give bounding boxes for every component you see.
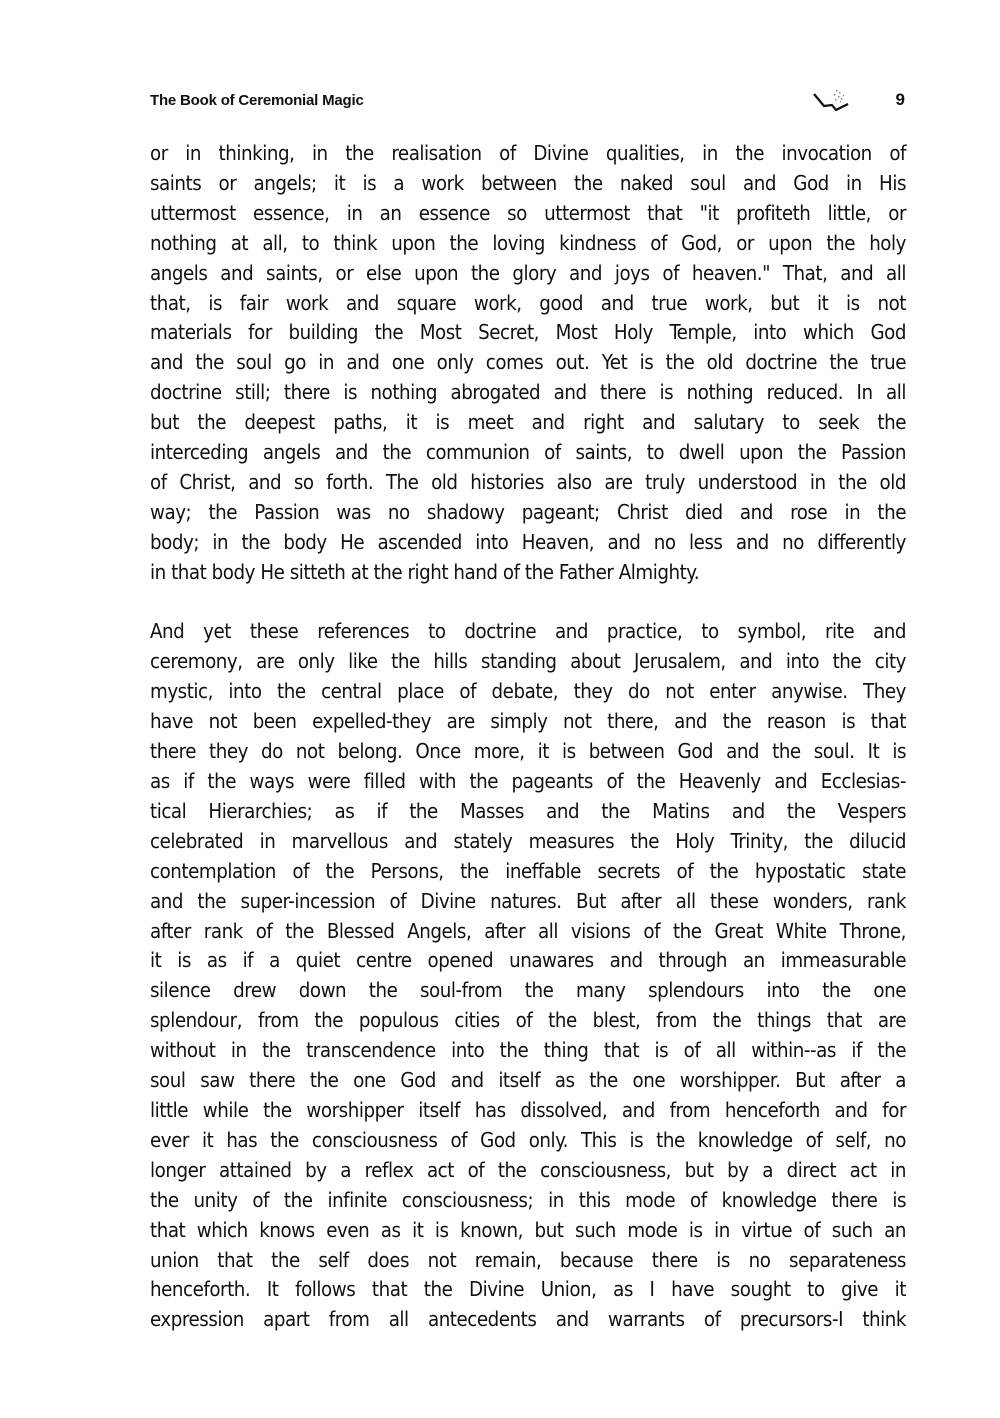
text-line: celebrated in marvellous and stately measures the Holy Trinity, the dilucid <box>150 828 906 853</box>
text-line: way; the Passion was no shadowy pageant; Christ died and rose in the <box>150 499 906 524</box>
body-text <box>150 139 906 1335</box>
text-line: that, is fair work and square work, good and true work, but it is not <box>150 290 906 315</box>
text-line: union that the self does not remain, because there is no separateness <box>150 1247 906 1272</box>
page-number: 9 <box>895 90 905 109</box>
text-line: expression apart from all antecedents and warrants of precursors-I think <box>150 1307 906 1332</box>
text-line: angels and saints, or else upon the glory and joys of heaven." That, and all <box>150 260 906 285</box>
paragraph-1 <box>150 139 906 588</box>
text-line: henceforth. It follows that the Divine Union, as I have sought to give it <box>150 1277 906 1302</box>
text-line: as if the ways were filled with the pageants of the Heavenly and Ecclesias- <box>150 769 906 794</box>
text-line: but the deepest paths, it is meet and right and salutary to seek the <box>150 410 906 435</box>
text-line: of Christ, and so forth. The old histories also are truly understood in the old <box>150 469 906 494</box>
text-line: little while the worshipper itself has dissolved, and from henceforth and for <box>150 1097 906 1122</box>
text-line: ever it has the consciousness of God only. This is the knowledge of self, no <box>150 1127 906 1152</box>
text-line: after rank of the Blessed Angels, after all visions of the Great White Throne, <box>150 918 906 943</box>
text-line: contemplation of the Persons, the ineffable secrets of the hypostatic state <box>150 858 906 883</box>
text-line: without in the transcendence into the thing that is of all within--as if the <box>150 1038 906 1063</box>
open-book-icon <box>812 86 858 116</box>
text-line: body; in the body He ascended into Heaven, and no less and no differently <box>150 529 906 554</box>
text-line: longer attained by a reflex act of the consciousness, but by a direct act in <box>150 1157 906 1182</box>
text-line: and the super-incession of Divine natures. But after all these wonders, rank <box>150 888 906 913</box>
text-line: soul saw there the one God and itself as the one worshipper. But after a <box>150 1068 906 1093</box>
text-line: tical Hierarchies; as if the Masses and the Matins and the Vespers <box>150 798 906 823</box>
text-line: in that body He sitteth at the right hand of the Father Almighty. <box>150 559 700 584</box>
text-line: the unity of the infinite consciousness; in this mode of knowledge there is <box>150 1187 906 1212</box>
text-line: splendour, from the populous cities of the blest, from the things that are <box>150 1008 906 1033</box>
text-line: mystic, into the central place of debate, they do not enter anywise. They <box>150 679 906 704</box>
text-line: it is as if a quiet centre opened unawares and through an immeasurable <box>150 948 906 973</box>
page-header <box>150 90 905 116</box>
text-line: or in thinking, in the realisation of Divine qualities, in the invocation of <box>150 141 906 165</box>
text-line: have not been expelled-they are simply not there, and the reason is that <box>150 709 906 734</box>
text-line: materials for building the Most Secret, Most Holy Temple, into which God <box>150 320 906 345</box>
text-line: there they do not belong. Once more, it is between God and the soul. It is <box>150 739 906 764</box>
text-line: uttermost essence, in an essence so uttermost that "it profiteth little, or <box>150 200 906 225</box>
text-line: and the soul go in and one only comes out. Yet is the old doctrine the true <box>150 350 906 375</box>
text-line: that which knows even as it is known, but such mode is in virtue of such an <box>150 1217 906 1242</box>
text-line: interceding angels and the communion of saints, to dwell upon the Passion <box>150 440 906 465</box>
text-line: doctrine still; there is nothing abrogated and there is nothing reduced. In all <box>150 380 906 405</box>
text-line: And yet these references to doctrine and practice, to symbol, rite and <box>150 619 906 644</box>
running-title: The Book of Ceremonial Magic <box>150 92 364 109</box>
text-line: ceremony, are only like the hills standing about Jerusalem, and into the city <box>150 649 906 674</box>
text-line: silence drew down the soul-from the many splendours into the one <box>150 978 906 1003</box>
text-line: nothing at all, to think upon the loving kindness of God, or upon the holy <box>150 230 906 255</box>
text-line: saints or angels; it is a work between the naked soul and God in His <box>150 170 906 195</box>
paragraph-2 <box>150 617 906 1335</box>
